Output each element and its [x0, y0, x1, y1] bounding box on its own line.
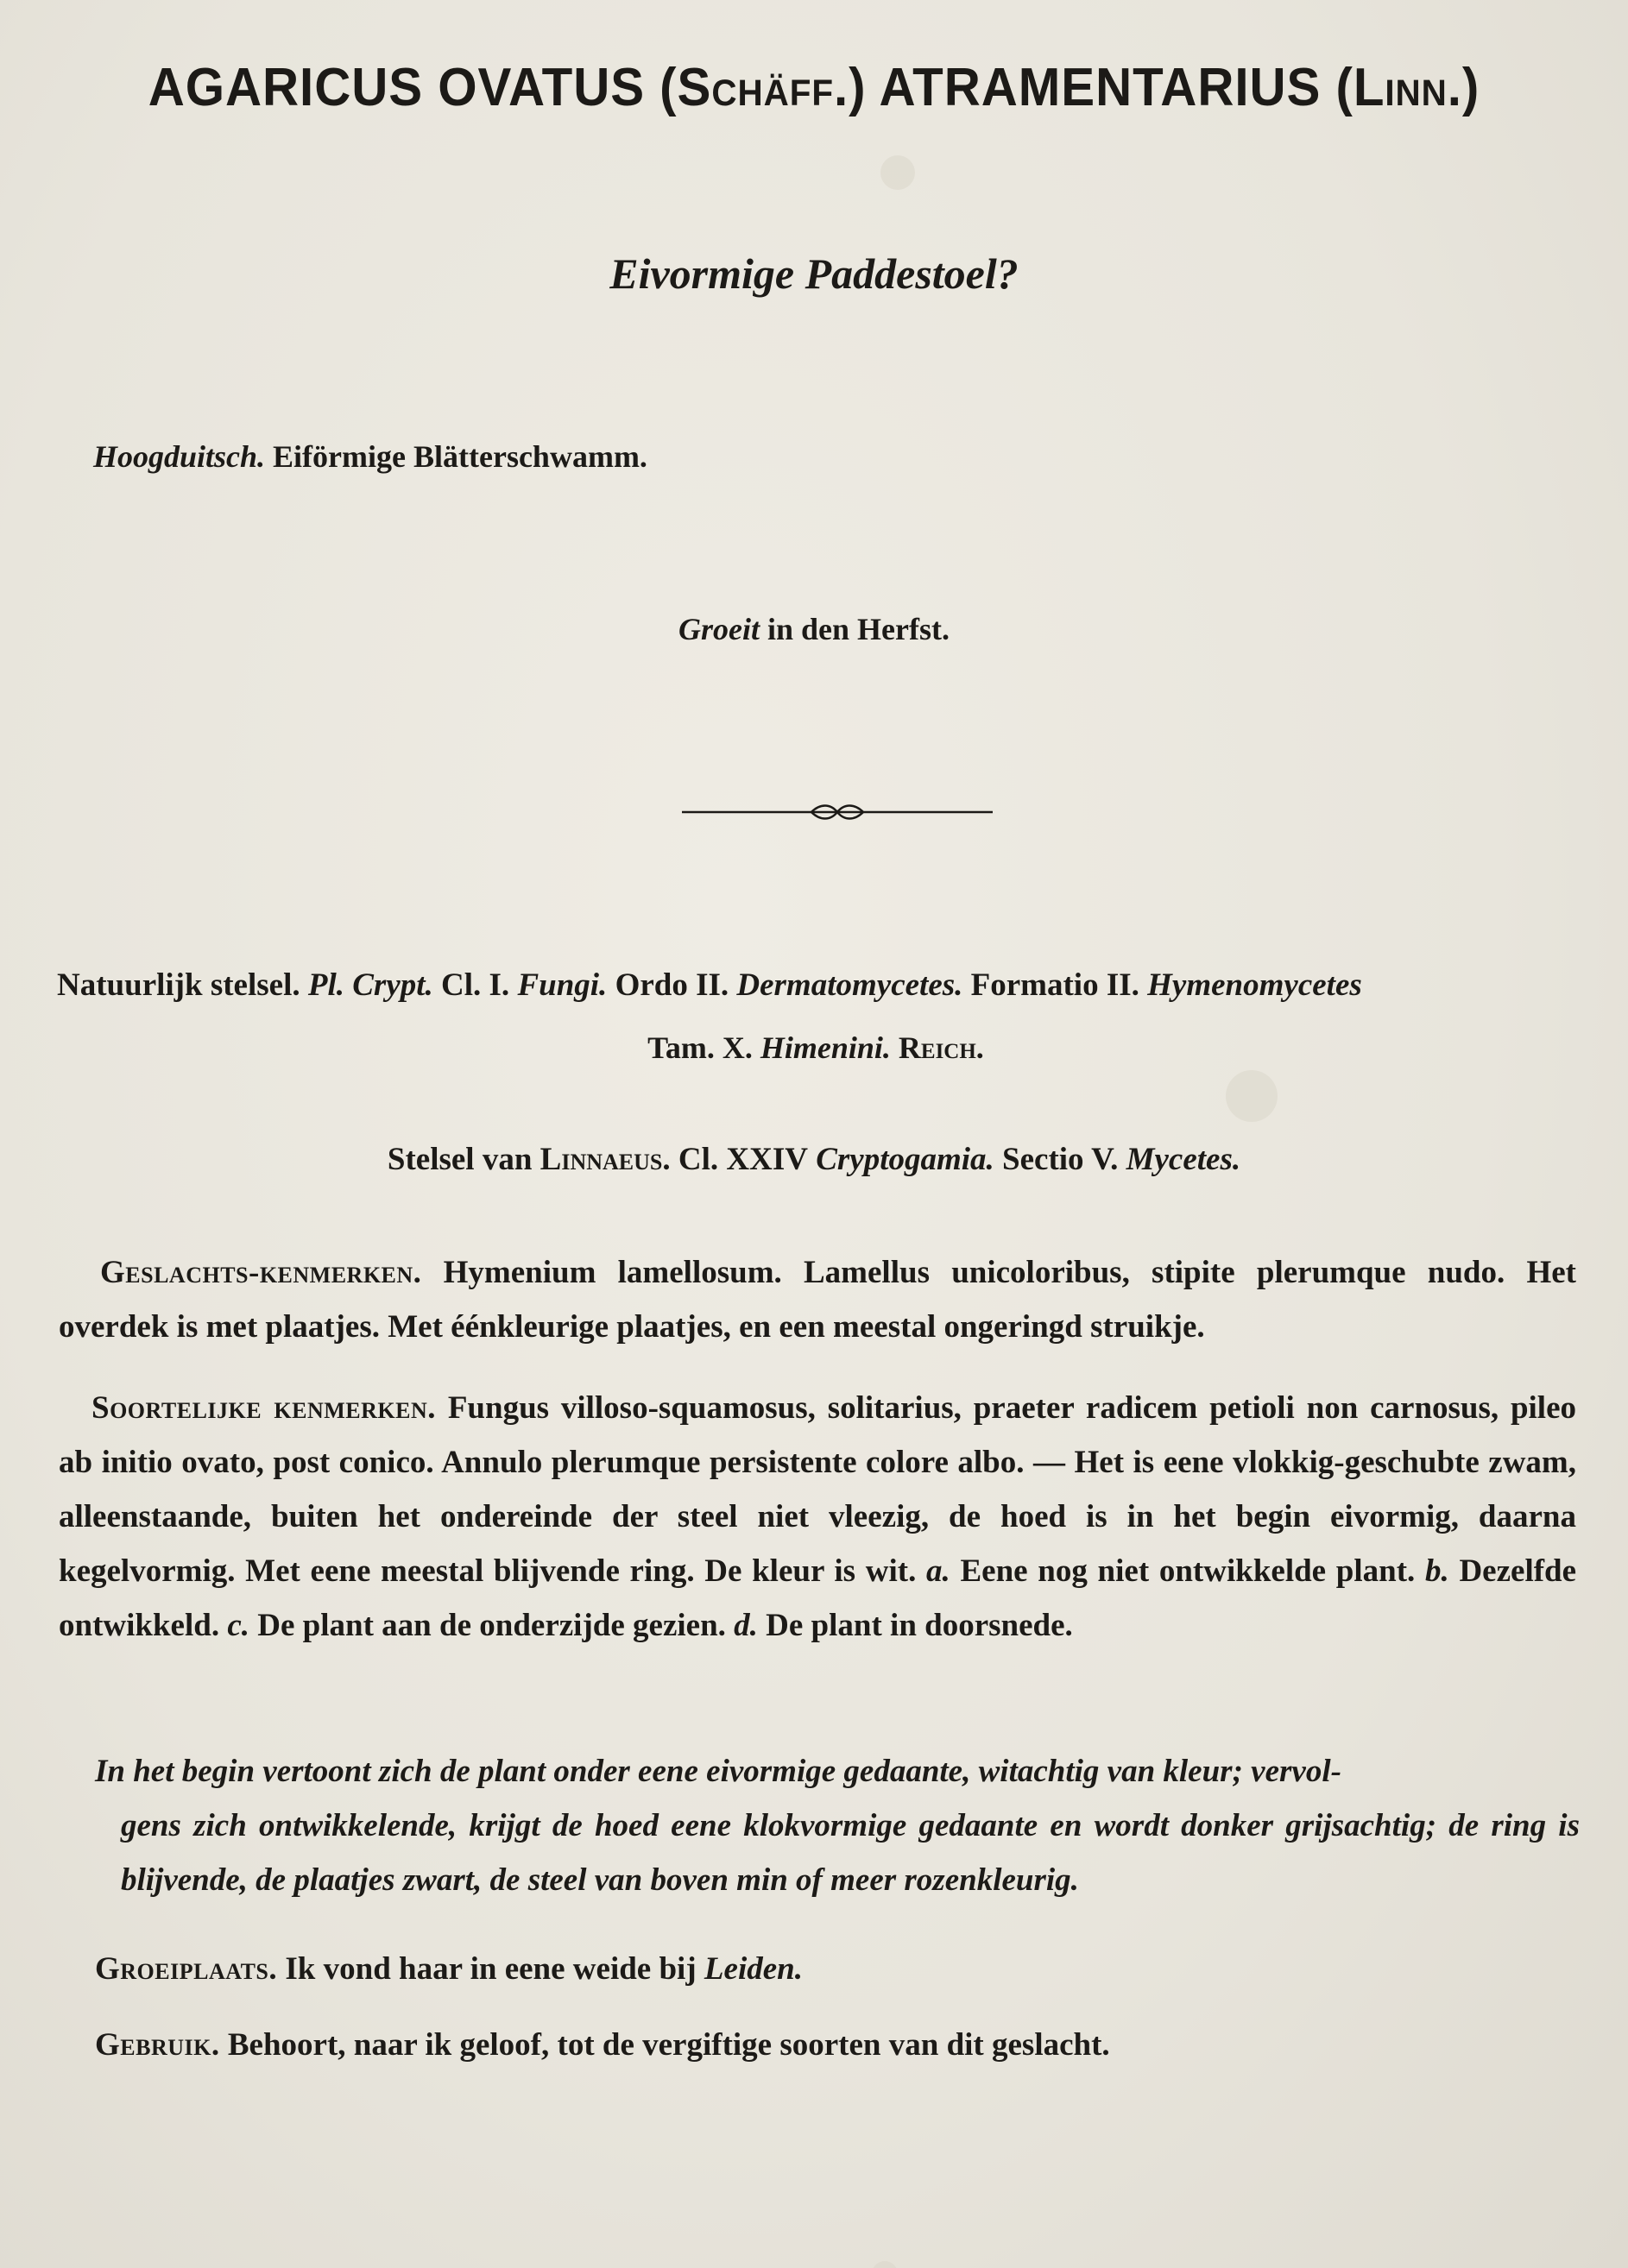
page-title [49, 57, 1580, 118]
title-author-1: (Schäff.) [659, 58, 867, 117]
natural-system-label: Natuurlijk stelsel. [57, 967, 300, 1003]
linnaeus-cl: Cl. XXIV [678, 1142, 808, 1177]
usage [95, 2018, 1612, 2072]
german-label: Hoogduitsch. [93, 439, 266, 474]
genus-characters-heading: Geslachts-kenmerken. [100, 1255, 422, 1290]
natural-system-line-1 [57, 967, 1362, 1004]
plant-description [95, 1744, 1580, 1907]
usage-heading: Gebruik. [95, 2027, 220, 2063]
description-first-line: In het begin vertoont zich de plant onder eene eivormige gedaante, witachtig van kleur; vervol- [95, 1754, 1341, 1789]
natural-system-reich: Reich. [898, 1030, 984, 1065]
title-genus: AGARICUS OVATUS [148, 58, 646, 117]
species-characters-heading: Soortelijke kenmerken. [91, 1390, 436, 1426]
figure-text-c: De plant aan de onderzijde gezien. [257, 1608, 726, 1643]
natural-system-fungi: Fungi. [517, 967, 608, 1003]
species-characters [59, 1381, 1576, 1653]
growth-verb: Groeit [678, 612, 760, 646]
usage-text: Behoort, naar ik geloof, tot de vergiftige soorten van dit geslacht. [227, 2027, 1110, 2063]
habitat-place: Leiden. [704, 1951, 803, 1987]
title-species: ATRAMENTARIUS [879, 58, 1322, 117]
genus-characters-text: Hymenium lamellosum. Lamellus unicoloribus, stipite plerumque nudo. Het overdek is met plaatjes. Met éénkleurige plaatjes, en een meestal ongeringd struikje. [59, 1255, 1576, 1345]
habitat-text: Ik vond haar in eene weide bij [285, 1951, 697, 1987]
figure-label-b: b. [1425, 1553, 1449, 1589]
habitat [95, 1942, 1612, 1996]
german-name [93, 438, 647, 475]
natural-system-line-2 [0, 1030, 1628, 1066]
paper-spot [880, 155, 915, 190]
growth-rest: in den Herfst. [767, 612, 950, 646]
figure-label-c: c. [227, 1608, 250, 1643]
linnaeus-name: Linnaeus. [540, 1142, 671, 1177]
linnaeus-sectio-name: Mycetes. [1126, 1142, 1241, 1177]
figure-text-a: Eene nog niet ontwikkelde plant. [960, 1553, 1416, 1589]
natural-system-formatio: Formatio II. [970, 967, 1139, 1003]
natural-system-cl: Cl. I. [441, 967, 510, 1003]
natural-system-ordo: Ordo II. [615, 967, 729, 1003]
linnaeus-cl-name: Cryptogamia. [816, 1142, 994, 1177]
genus-characters [59, 1245, 1576, 1354]
paper-spot [1226, 1070, 1278, 1122]
natural-system-tam: Tam. X. [647, 1030, 753, 1065]
natural-system-pl: Pl. Crypt. [307, 967, 433, 1003]
figure-text-b: Dezelfde ontwikkeld. [59, 1553, 1577, 1643]
growth-season [0, 611, 1628, 647]
german-value: Eiförmige Blätterschwamm. [273, 439, 647, 474]
linnaeus-sectio: Sectio V. [1002, 1142, 1119, 1177]
figure-text-d: De plant in doorsnede. [766, 1608, 1073, 1643]
description-rest: gens zich ontwikkelende, krijgt de hoed eene klokvormige gedaante en wordt donker grijsachtig; de ring is blijvende, de plaatjes zwart, de steel van boven min of meer rozenkleurig. [121, 1808, 1580, 1898]
linnaeus-system [0, 1141, 1628, 1178]
paper-spot [872, 2261, 898, 2268]
natural-system-formatio-name: Hymenomycetes [1147, 967, 1362, 1003]
linnaeus-prefix: Stelsel van [387, 1142, 533, 1177]
page-subtitle: Eivormige Paddestoel? [609, 249, 1019, 298]
title-author-2: (Linn.) [1335, 58, 1480, 117]
habitat-heading: Groeiplaats. [95, 1951, 278, 1987]
natural-system-tam-name: Himenini. [760, 1030, 891, 1065]
natural-system-ordo-name: Dermatomycetes. [736, 967, 963, 1003]
divider-ornament [682, 799, 993, 825]
species-characters-text: Fungus villoso-squamosus, solitarius, praeter radicem petioli non carnosus, pileo ab initio ovato, post conico. Annulo plerumque persistente colore albo. — Het is eene vlokkig-geschubte zwam, alleenstaande, buiten het ondereinde der steel niet vleezig, de hoed is in het begin eivormig, daarna kegelvormig. Met eene meestal blijvende ring. De kleur is wit. [59, 1390, 1577, 1589]
figure-label-d: d. [734, 1608, 758, 1643]
figure-label-a: a. [926, 1553, 950, 1589]
